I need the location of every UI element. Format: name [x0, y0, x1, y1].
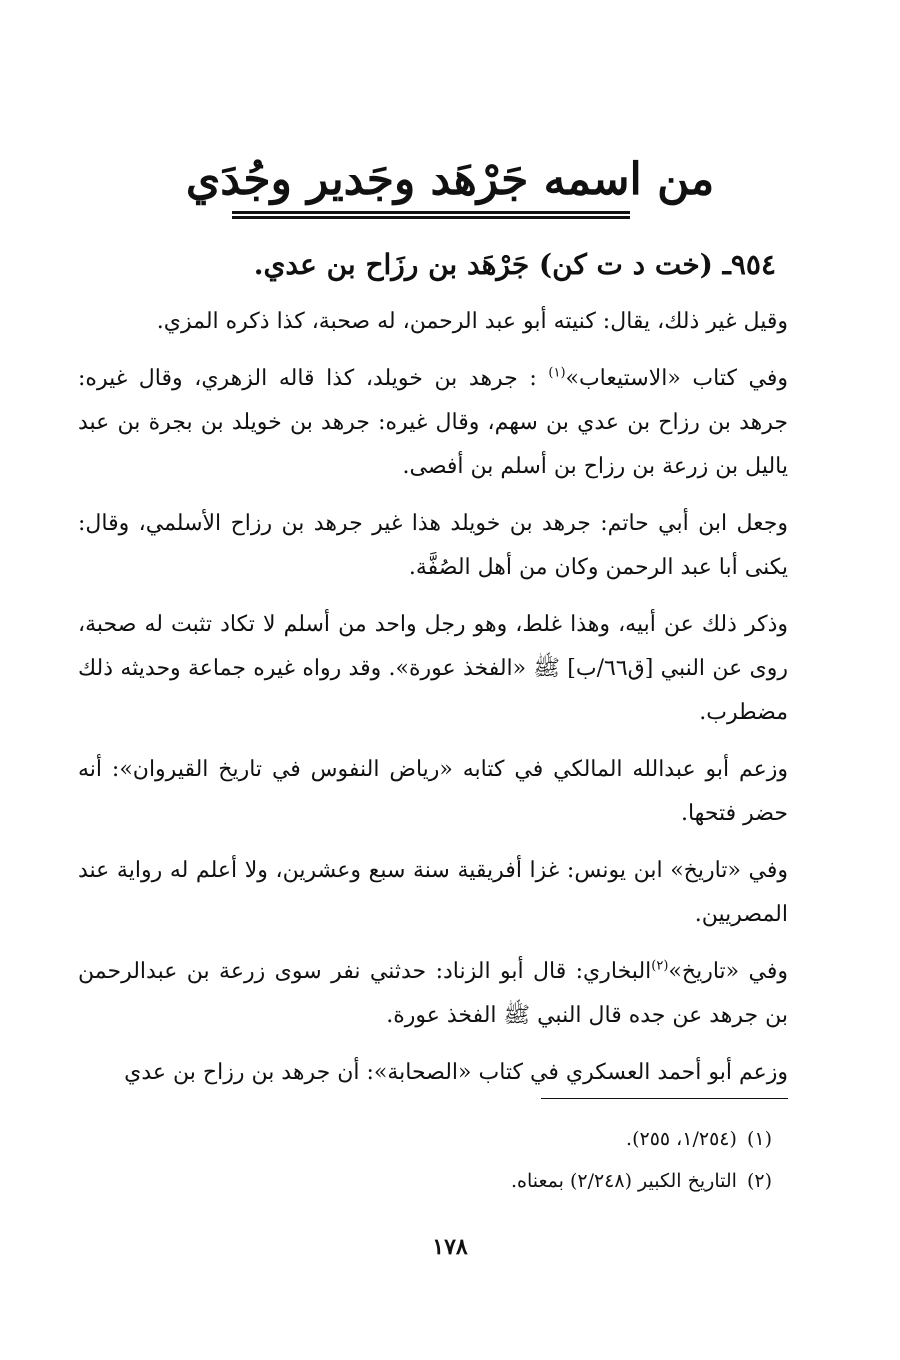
paragraph-text: وفي «تاريخ» ابن يونس: غزا أفريقية سنة سبع وعشرين، ولا أعلم له رواية عند المصريين.	[78, 858, 788, 927]
paragraph	[78, 502, 788, 590]
entry-heading	[96, 240, 776, 290]
paragraph	[78, 300, 788, 344]
footnote-text: التاريخ الكبير (٢/٢٤٨) بمعناه.	[510, 1170, 737, 1192]
footnote-separator	[541, 1098, 788, 1099]
paragraph-text: البخاري: قال أبو الزناد: حدثني نفر سوى زرعة بن عبدالرحمن بن جرهد عن جده قال النبي ﷺ الفخذ عورة.	[78, 959, 788, 1028]
paragraph-text: وفي كتاب «الاستيعاب»	[565, 366, 789, 391]
body-text	[78, 300, 788, 1108]
paragraph	[78, 1051, 788, 1095]
entry-text: ـ (خت د ت كن) جَرْهَد بن رزَاح بن عدي.	[253, 248, 731, 281]
footnote	[200, 1118, 772, 1160]
paragraph	[78, 849, 788, 937]
paragraph-text: وزعم أبو عبدالله المالكي في كتابه «رياض النفوس في تاريخ القيروان»: أنه حضر فتحها.	[78, 757, 788, 826]
footnote-ref[interactable]: (١)	[548, 365, 566, 381]
paragraph	[78, 357, 788, 489]
footnote-number: (٢)	[746, 1170, 772, 1192]
paragraph	[78, 748, 788, 836]
footnote	[200, 1160, 772, 1202]
chapter-title: من اسمه جَرْهَد وجَدير وجُدَي	[185, 154, 715, 205]
entry-number: ٩٥٤	[730, 248, 776, 281]
paragraph-text: وزعم أبو أحمد العسكري في كتاب «الصحابة»: أن جرهد بن رزاح بن عدي	[124, 1060, 788, 1085]
paragraph-text: وقيل غير ذلك، يقال: كنيته أبو عبد الرحمن، له صحبة، كذا ذكره المزي.	[156, 309, 788, 334]
paragraph-text: : جرهد بن خويلد، كذا قاله الزهري، وقال غيره: جرهد بن رزاح بن عدي بن سهم، وقال غيره: جرهد بن خويلد بن بجرة بن عبد ياليل بن زرعة بن رزاح بن أسلم بن أفصى.	[78, 366, 788, 479]
paragraph-text: وجعل ابن أبي حاتم: جرهد بن خويلد هذا غير جرهد بن رزاح الأسلمي، وقال: يكنى أبا عبد الرحمن وكان من أهل الصُفَّة.	[78, 511, 788, 580]
paragraph	[78, 950, 788, 1038]
page-number: ١٧٨	[432, 1234, 468, 1260]
paragraph-text: وذكر ذلك عن أبيه، وهذا غلط، وهو رجل واحد من أسلم لا تكاد تثبت له صحبة، روى عن النبي [ق٦٦/ب] ﷺ «الفخذ عورة». وقد رواه غيره جماعة وحديثه ذلك مضطرب.	[78, 612, 789, 725]
footnote-text: (١/٢٥٤، ٢٥٥).	[626, 1128, 737, 1150]
title-double-rule	[232, 211, 630, 219]
paragraph-text: وفي «تاريخ»	[668, 959, 789, 984]
footnote-ref[interactable]: (٢)	[651, 958, 669, 974]
footnotes	[200, 1118, 772, 1202]
paragraph	[78, 603, 788, 735]
footnote-number: (١)	[746, 1128, 772, 1150]
